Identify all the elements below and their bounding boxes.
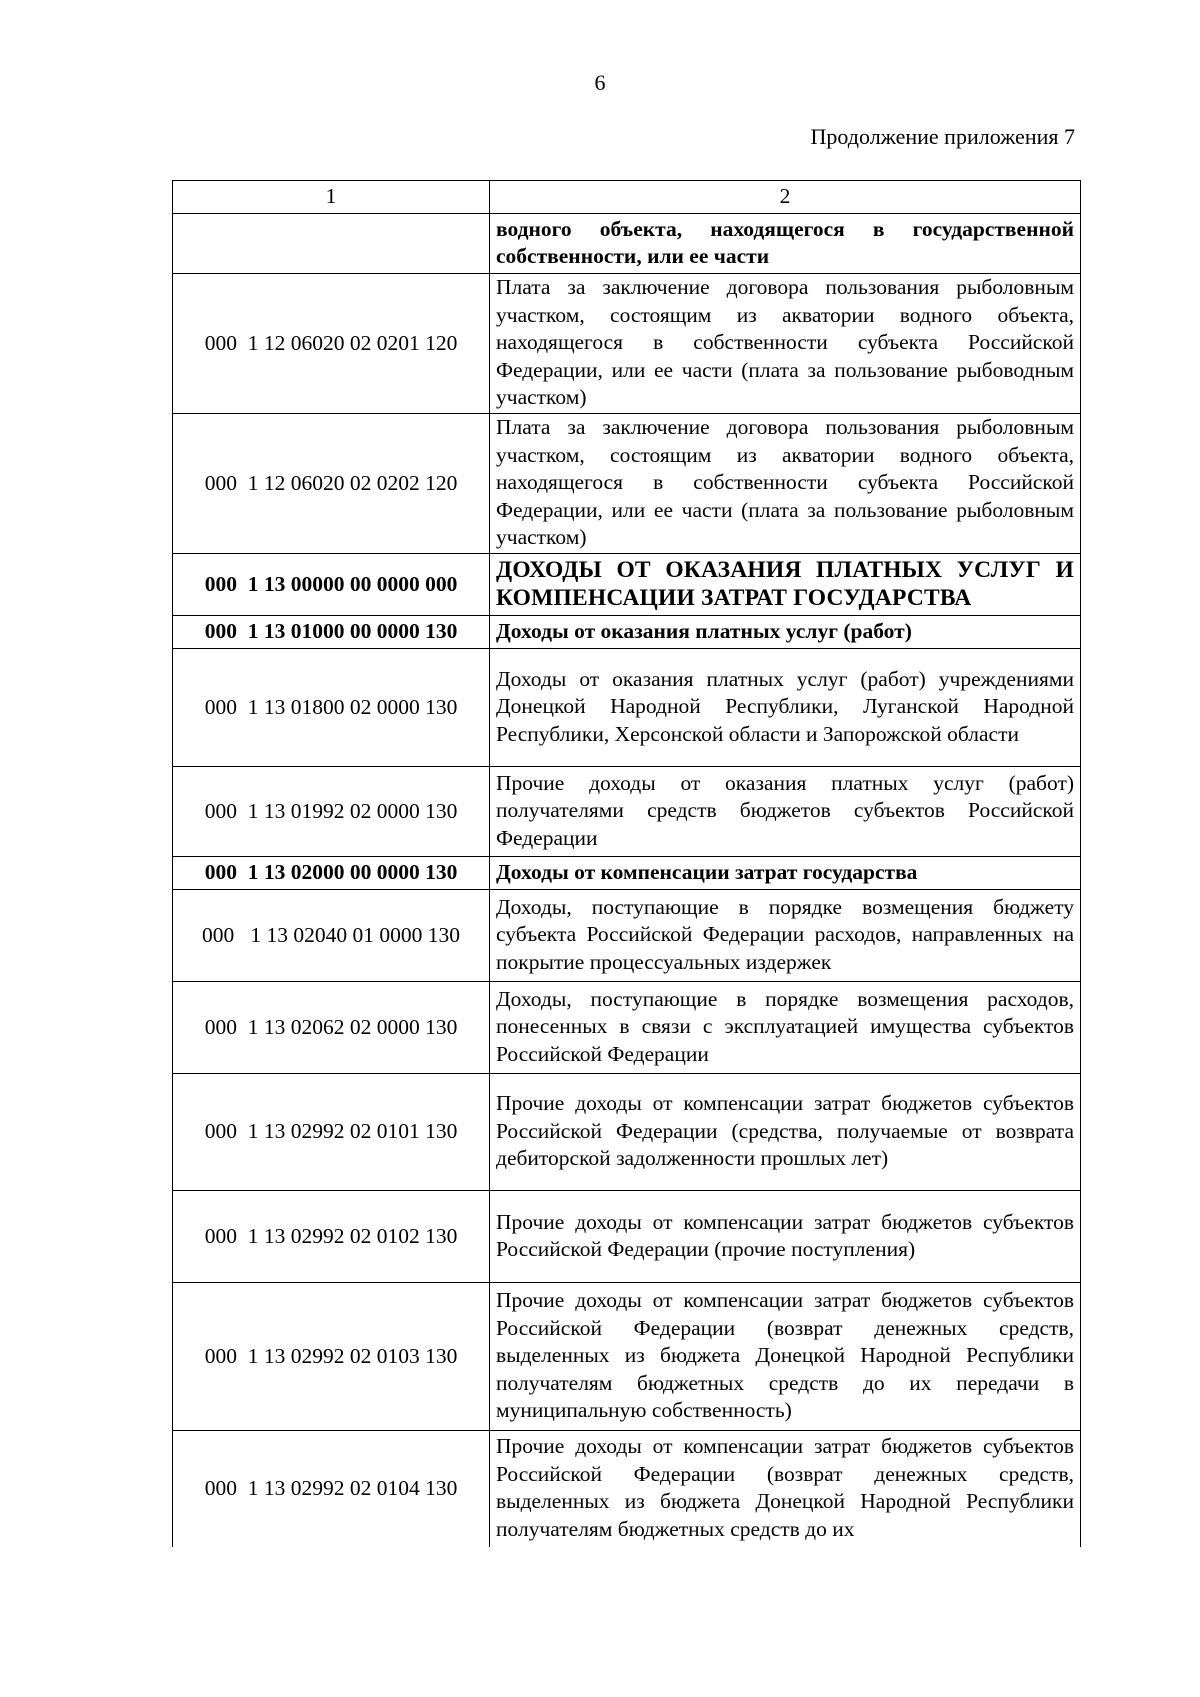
table-row — [173, 649, 1081, 767]
row-code: 000 1 13 01992 02 0000 130 — [173, 767, 490, 857]
row-code: 000 1 12 06020 02 0202 120 — [173, 414, 490, 554]
table-row — [173, 890, 1081, 982]
table-row — [173, 274, 1081, 414]
table-header-row — [173, 181, 1081, 214]
revenue-classification-table — [172, 180, 1081, 1547]
row-description: Плата за заключение договора пользования рыболовным участком, состоящим из акватории водного объекта, находящегося в собственности субъекта Российской Федерации, или ее части (плата за пользование рыболовным участком) — [490, 414, 1081, 554]
table-row — [173, 616, 1081, 649]
row-code: 000 1 13 02000 00 0000 130 — [173, 857, 490, 890]
column-header-description: 2 — [490, 181, 1081, 214]
table-row — [173, 1283, 1081, 1431]
row-description: Доходы от компенсации затрат государства — [490, 857, 1081, 890]
column-header-code: 1 — [173, 181, 490, 214]
row-description: Доходы от оказания платных услуг (работ) — [490, 616, 1081, 649]
row-code: 000 1 13 02062 02 0000 130 — [173, 982, 490, 1074]
row-code: 000 1 13 02992 02 0101 130 — [173, 1074, 490, 1191]
row-description: Доходы, поступающие в порядке возмещения расходов, понесенных в связи с эксплуатацией имущества субъектов Российской Федерации — [490, 982, 1081, 1074]
row-code: 000 1 12 06020 02 0201 120 — [173, 274, 490, 414]
table-row — [173, 554, 1081, 616]
row-code: 000 1 13 01000 00 0000 130 — [173, 616, 490, 649]
row-description: Прочие доходы от компенсации затрат бюджетов субъектов Российской Федерации (средства, получаемые от возврата дебиторской задолженности прошлых лет) — [490, 1074, 1081, 1191]
table-row — [173, 1074, 1081, 1191]
appendix-continuation-note: Продолжение приложения 7 — [810, 124, 1075, 149]
row-code: 000 1 13 00000 00 0000 000 — [173, 554, 490, 616]
table-row — [173, 982, 1081, 1074]
row-code: 000 1 13 02040 01 0000 130 — [173, 890, 490, 982]
row-code: 000 1 13 02992 02 0103 130 — [173, 1283, 490, 1431]
row-description: Прочие доходы от оказания платных услуг (работ) получателями средств бюджетов субъектов Российской Федерации — [490, 767, 1081, 857]
row-code: 000 1 13 02992 02 0104 130 — [173, 1431, 490, 1547]
table-row — [173, 857, 1081, 890]
table-row — [173, 767, 1081, 857]
table-row — [173, 1191, 1081, 1283]
row-description: Доходы от оказания платных услуг (работ) учреждениями Донецкой Народной Республики, Луганской Народной Республики, Херсонской области и Запорожской области — [490, 649, 1081, 767]
page-number: 6 — [594, 70, 606, 95]
row-description: Прочие доходы от компенсации затрат бюджетов субъектов Российской Федерации (прочие поступления) — [490, 1191, 1081, 1283]
table-row — [173, 214, 1081, 274]
row-description: Плата за заключение договора пользования рыболовным участком, состоящим из акватории водного объекта, находящегося в собственности субъекта Российской Федерации, или ее части (плата за пользование рыбоводным участком) — [490, 274, 1081, 414]
row-description: Прочие доходы от компенсации затрат бюджетов субъектов Российской Федерации (возврат денежных средств, выделенных из бюджета Донецкой Народной Республики получателям бюджетных средств до их — [490, 1431, 1081, 1547]
row-code — [173, 214, 490, 274]
row-description: Прочие доходы от компенсации затрат бюджетов субъектов Российской Федерации (возврат денежных средств, выделенных из бюджета Донецкой Народной Республики получателям бюджетных средств до их передачи в муниципальную собственность) — [490, 1283, 1081, 1431]
row-description: Доходы, поступающие в порядке возмещения бюджету субъекта Российской Федерации расходов, направленных на покрытие процессуальных издержек — [490, 890, 1081, 982]
row-code: 000 1 13 01800 02 0000 130 — [173, 649, 490, 767]
table-row — [173, 1431, 1081, 1547]
row-description: ДОХОДЫ ОТ ОКАЗАНИЯ ПЛАТНЫХ УСЛУГ И КОМПЕНСАЦИИ ЗАТРАТ ГОСУДАРСТВА — [490, 554, 1081, 616]
row-code: 000 1 13 02992 02 0102 130 — [173, 1191, 490, 1283]
table-row — [173, 414, 1081, 554]
row-description: водного объекта, находящегося в государственной собственности, или ее части — [490, 214, 1081, 274]
